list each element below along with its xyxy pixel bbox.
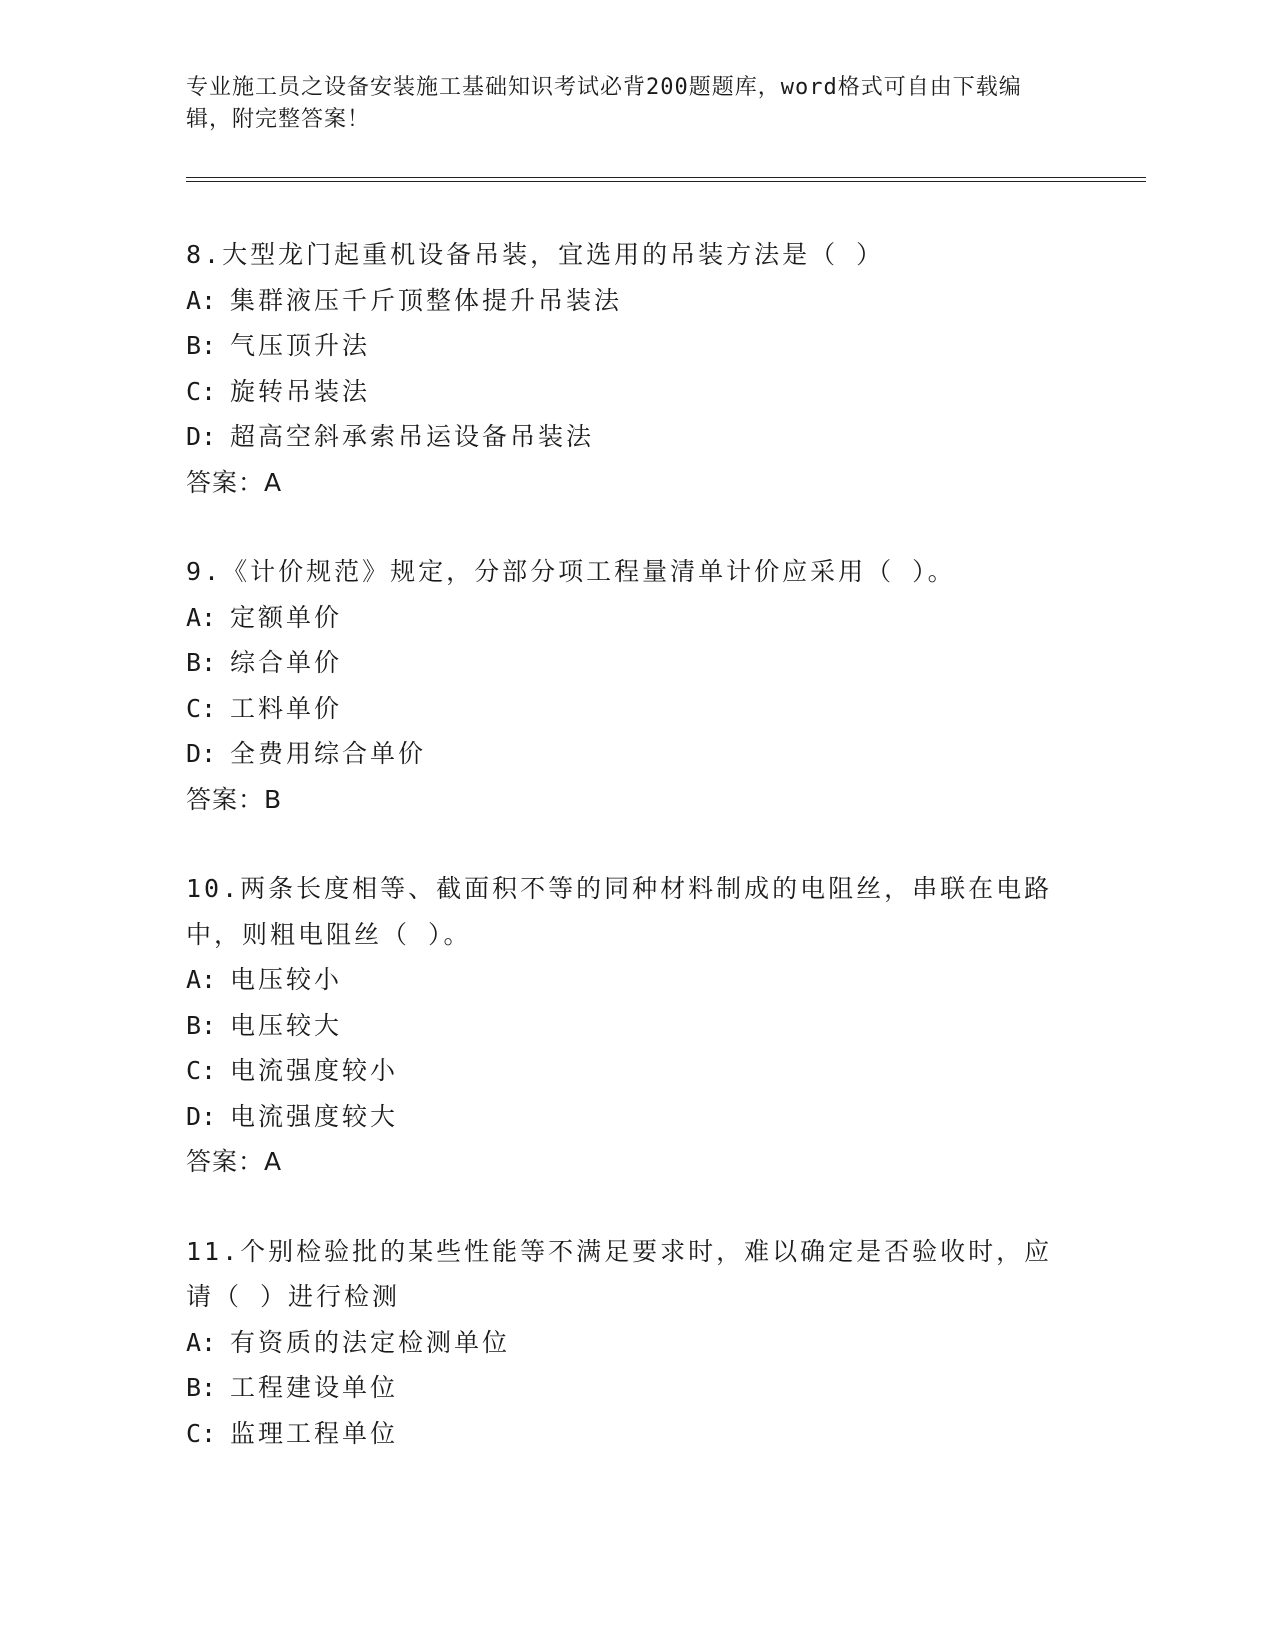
option-a: [186, 1320, 1086, 1366]
option-text: 气压顶升法: [230, 331, 371, 360]
option-a: [186, 957, 1086, 1003]
option-text: 电流强度较小: [230, 1056, 399, 1085]
option-c: [186, 1048, 1086, 1094]
option-letter: D:: [186, 1101, 217, 1131]
option-text: 定额单价: [230, 602, 343, 632]
option-letter: A:: [186, 965, 217, 994]
option-b: [186, 1365, 1086, 1411]
option-a: [186, 278, 1086, 324]
option-text: 监理工程单位: [230, 1418, 399, 1448]
option-letter: D:: [186, 422, 217, 451]
option-letter: C:: [186, 693, 217, 723]
answer-line: 答案：A: [186, 467, 283, 497]
option-text: 旋转吊装法: [230, 376, 371, 406]
question-stem: 10.两条长度相等、截面积不等的同种材料制成的电阻丝，串联在电路中，则粗电阻丝（ ）。: [186, 874, 1053, 949]
option-d: [186, 1094, 1086, 1140]
option-b: [186, 1003, 1086, 1049]
header-divider-top: [186, 177, 1146, 178]
option-letter: A:: [186, 285, 217, 315]
option-letter: B:: [186, 648, 217, 677]
option-letter: A:: [186, 602, 217, 632]
question-stem: 9.《计价规范》规定，分部分项工程量清单计价应采用（ ）。: [186, 557, 956, 586]
option-text: 电压较小: [230, 965, 343, 994]
answer-line: 答案：B: [186, 784, 283, 814]
option-letter: C:: [186, 1056, 217, 1085]
question-stem: 11.个别检验批的某些性能等不满足要求时，难以确定是否验收时，应请（ ）进行检测: [186, 1236, 1053, 1311]
question-9: [186, 549, 1086, 822]
option-a: [186, 595, 1086, 641]
option-c: [186, 1411, 1086, 1457]
option-text: 电压较大: [230, 1010, 343, 1040]
question-10: [186, 866, 1086, 1185]
option-text: 工程建设单位: [230, 1373, 399, 1402]
option-letter: D:: [186, 739, 217, 768]
option-letter: B:: [186, 331, 217, 360]
option-b: [186, 323, 1086, 369]
header-divider-bottom: [186, 181, 1146, 182]
option-text: 集群液压千斤顶整体提升吊装法: [230, 285, 623, 315]
option-letter: C:: [186, 376, 217, 406]
option-text: 电流强度较大: [230, 1101, 399, 1131]
question-8: [186, 232, 1086, 505]
option-text: 有资质的法定检测单位: [230, 1327, 511, 1357]
option-text: 超高空斜承索吊运设备吊装法: [230, 422, 595, 451]
question-stem: 8.大型龙门起重机设备吊装，宜选用的吊装方法是（ ）: [186, 240, 885, 269]
question-list: [186, 232, 1086, 1500]
option-d: [186, 414, 1086, 460]
option-d: [186, 731, 1086, 777]
option-c: [186, 369, 1086, 415]
option-text: 综合单价: [230, 648, 343, 677]
option-c: [186, 686, 1086, 732]
option-text: 全费用综合单价: [230, 739, 427, 768]
question-11: [186, 1229, 1086, 1457]
option-b: [186, 640, 1086, 686]
option-letter: B:: [186, 1010, 217, 1040]
option-letter: B:: [186, 1373, 217, 1402]
option-text: 工料单价: [230, 693, 343, 723]
answer-line: 答案：A: [186, 1147, 283, 1176]
option-letter: C:: [186, 1418, 217, 1448]
document-header: 专业施工员之设备安装施工基础知识考试必背200题题库，word格式可自由下载编辑，附完整答案！: [186, 75, 1022, 132]
option-letter: A:: [186, 1327, 217, 1357]
